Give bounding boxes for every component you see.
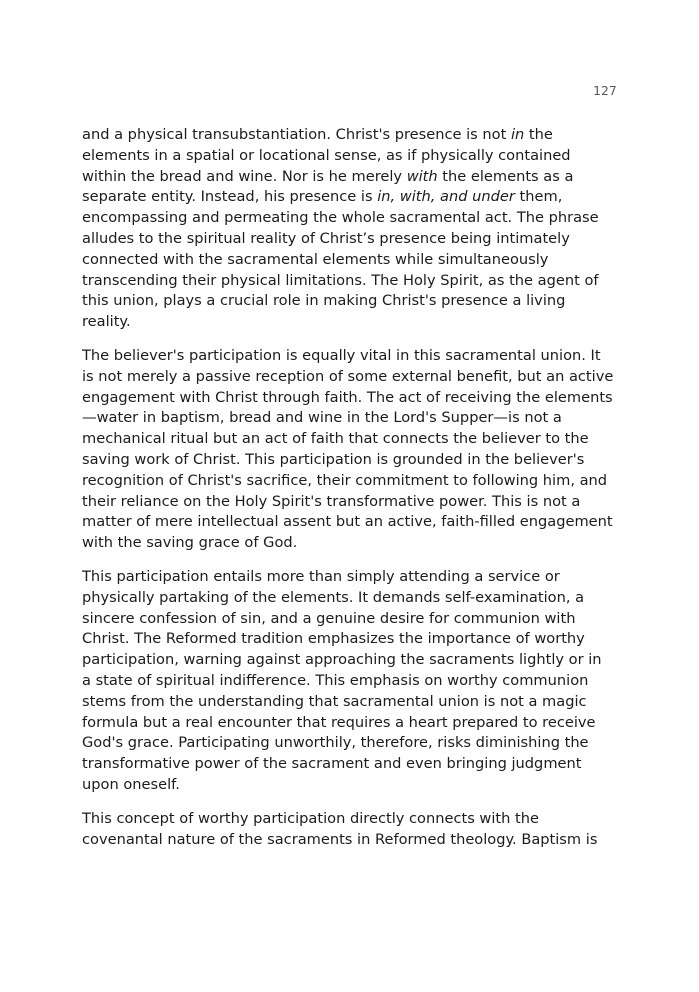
text-segment: the elements as a separate entity. Instead, his presence is [82, 167, 574, 206]
text-segment: This concept of worthy participation directly connects with the covenantal nature of the sacraments in Reformed theology. Baptism is [82, 809, 598, 848]
text-segment: The believer's participation is equally vital in this sacramental union. It is not merely a passive reception of some external benefit, but an active engagement with Christ through faith. The act of receiving the elements—water in baptism, bread and wine in the Lord's Supper—is not a mechanical ritual but an act of faith that connects the believer to the saving work of Christ. This participation is grounded in the believer's recognition of Christ's sacrifice, their commitment to following him, and their reliance on the Holy Spirit's transformative power. This is not a matter of mere intellectual assent but an active, faith-filled engagement with the saving grace of God. [82, 346, 614, 552]
text-segment: them, encompassing and permeating the whole sacramental act. The phrase alludes to the spiritual reality of Christ’s presence being intimately connected with the sacramental elements while simultaneously transcending their physical limitations. The Holy Spirit, as the agent of this union, plays a crucial role in making Christ's presence a living reality. [82, 188, 599, 331]
paragraph-3 [82, 567, 614, 796]
italic-segment: with [406, 167, 438, 185]
text-segment: and a physical transubstantiation. Christ's presence is not [82, 126, 511, 143]
paragraph-4 [82, 809, 614, 851]
italic-segment: in, with, and under [377, 188, 515, 206]
paragraph-2 [82, 346, 614, 554]
page-number: 127 [593, 84, 617, 98]
italic-segment: in [510, 126, 525, 143]
paragraph-1 [82, 125, 614, 333]
text-segment: This participation entails more than simply attending a service or physically partaking of the elements. It demands self-examination, a sincere confession of sin, and a genuine desire for communion with Christ. The Reformed tradition emphasizes the importance of worthy participation, warning against approaching the sacraments lightly or in a state of spiritual indifference. This emphasis on worthy communion stems from the understanding that sacramental union is not a magic formula but a real encounter that requires a heart prepared to receive God's grace. Participating unworthily, therefore, risks diminishing the transformative power of the sacrament and even bringing judgment upon oneself. [82, 567, 602, 793]
text-segment: the elements in a spatial or locational sense, as if physically contained within the bread and wine. Nor is he merely [82, 126, 571, 185]
body-text [82, 125, 614, 863]
